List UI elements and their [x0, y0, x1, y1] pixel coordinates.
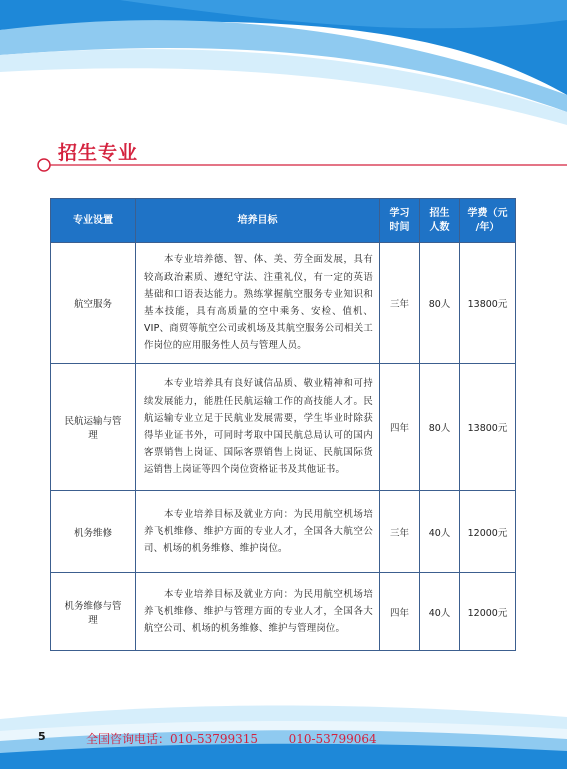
contact-label: 全国咨询电话：	[86, 732, 171, 746]
table-row	[51, 364, 516, 491]
header-enroll	[420, 199, 460, 243]
major-goal: 本专业培养目标及就业方向：为民用航空机场培养飞机维修、维护与管理方面的专业人才，全国各大航空公司、机场的机务维修、维护与管理岗位。	[136, 573, 380, 651]
major-fee: 12000元	[460, 491, 516, 573]
header-enroll-line1: 招生	[429, 207, 450, 219]
header-enroll-line2: 人数	[429, 221, 450, 233]
header-fee-line1: 学费（元	[467, 207, 508, 219]
section-title: 招生专业	[58, 142, 139, 164]
header-duration	[380, 199, 420, 243]
major-name: 航空服务	[51, 243, 136, 364]
major-duration: 三年	[380, 491, 420, 573]
table-row	[51, 573, 516, 651]
header-fee	[460, 199, 516, 243]
header-duration-line1: 学习	[389, 207, 410, 219]
major-goal: 本专业培养目标及就业方向：为民用航空机场培养飞机维修、维护方面的专业人才，全国各大航空公司、机场的机务维修、维护岗位。	[136, 491, 380, 573]
major-name: 民航运输与管理	[51, 364, 136, 491]
major-goal: 本专业培养具有良好诚信品质、敬业精神和可持续发展能力，能胜任民航运输工作的高技能人才。民航运输专业立足于民航业发展需要，学生毕业时除获得毕业证书外，可同时考取中国民航总局认可的国内客票销售上岗证、国际客票销售上岗证、民航国际货运销售上岗证等四个岗位资格证书及其他证书。	[136, 364, 380, 491]
major-enroll: 80人	[420, 243, 460, 364]
header-fee-line2: /年）	[475, 221, 500, 233]
major-goal: 本专业培养德、智、体、美、劳全面发展，具有较高政治素质、遵纪守法、注重礼仪，有一定的英语基础和口语表达能力。熟练掌握航空服务专业知识和基本技能，具有高质量的空中乘务、安检、值机、VIP、商贸等航空公司或机场及其航空服务公司相关工作岗位的应用服务性人员与管理人员。	[136, 243, 380, 364]
header-goal: 培养目标	[136, 199, 380, 243]
major-duration: 四年	[380, 364, 420, 491]
major-duration: 四年	[380, 573, 420, 651]
major-name: 机务维修与管理	[51, 573, 136, 651]
heading-underline-decoration	[36, 157, 567, 173]
phone-number-1: 010-53799315	[170, 732, 259, 746]
table-row	[51, 243, 516, 364]
header-major: 专业设置	[51, 199, 136, 243]
major-name: 机务维修	[51, 491, 136, 573]
phone-number-2: 010-53799064	[288, 732, 377, 746]
majors-table	[50, 198, 516, 651]
top-wave-decoration	[0, 0, 567, 140]
table-row	[51, 491, 516, 573]
major-fee: 13800元	[460, 364, 516, 491]
major-fee: 12000元	[460, 573, 516, 651]
contact-line	[86, 730, 377, 747]
page-number: 5	[38, 730, 46, 743]
major-fee: 13800元	[460, 243, 516, 364]
major-enroll: 80人	[420, 364, 460, 491]
major-enroll: 40人	[420, 491, 460, 573]
table-header-row	[51, 199, 516, 243]
major-enroll: 40人	[420, 573, 460, 651]
bottom-wave-decoration	[0, 679, 567, 769]
major-duration: 三年	[380, 243, 420, 364]
header-duration-line2: 时间	[389, 221, 410, 233]
